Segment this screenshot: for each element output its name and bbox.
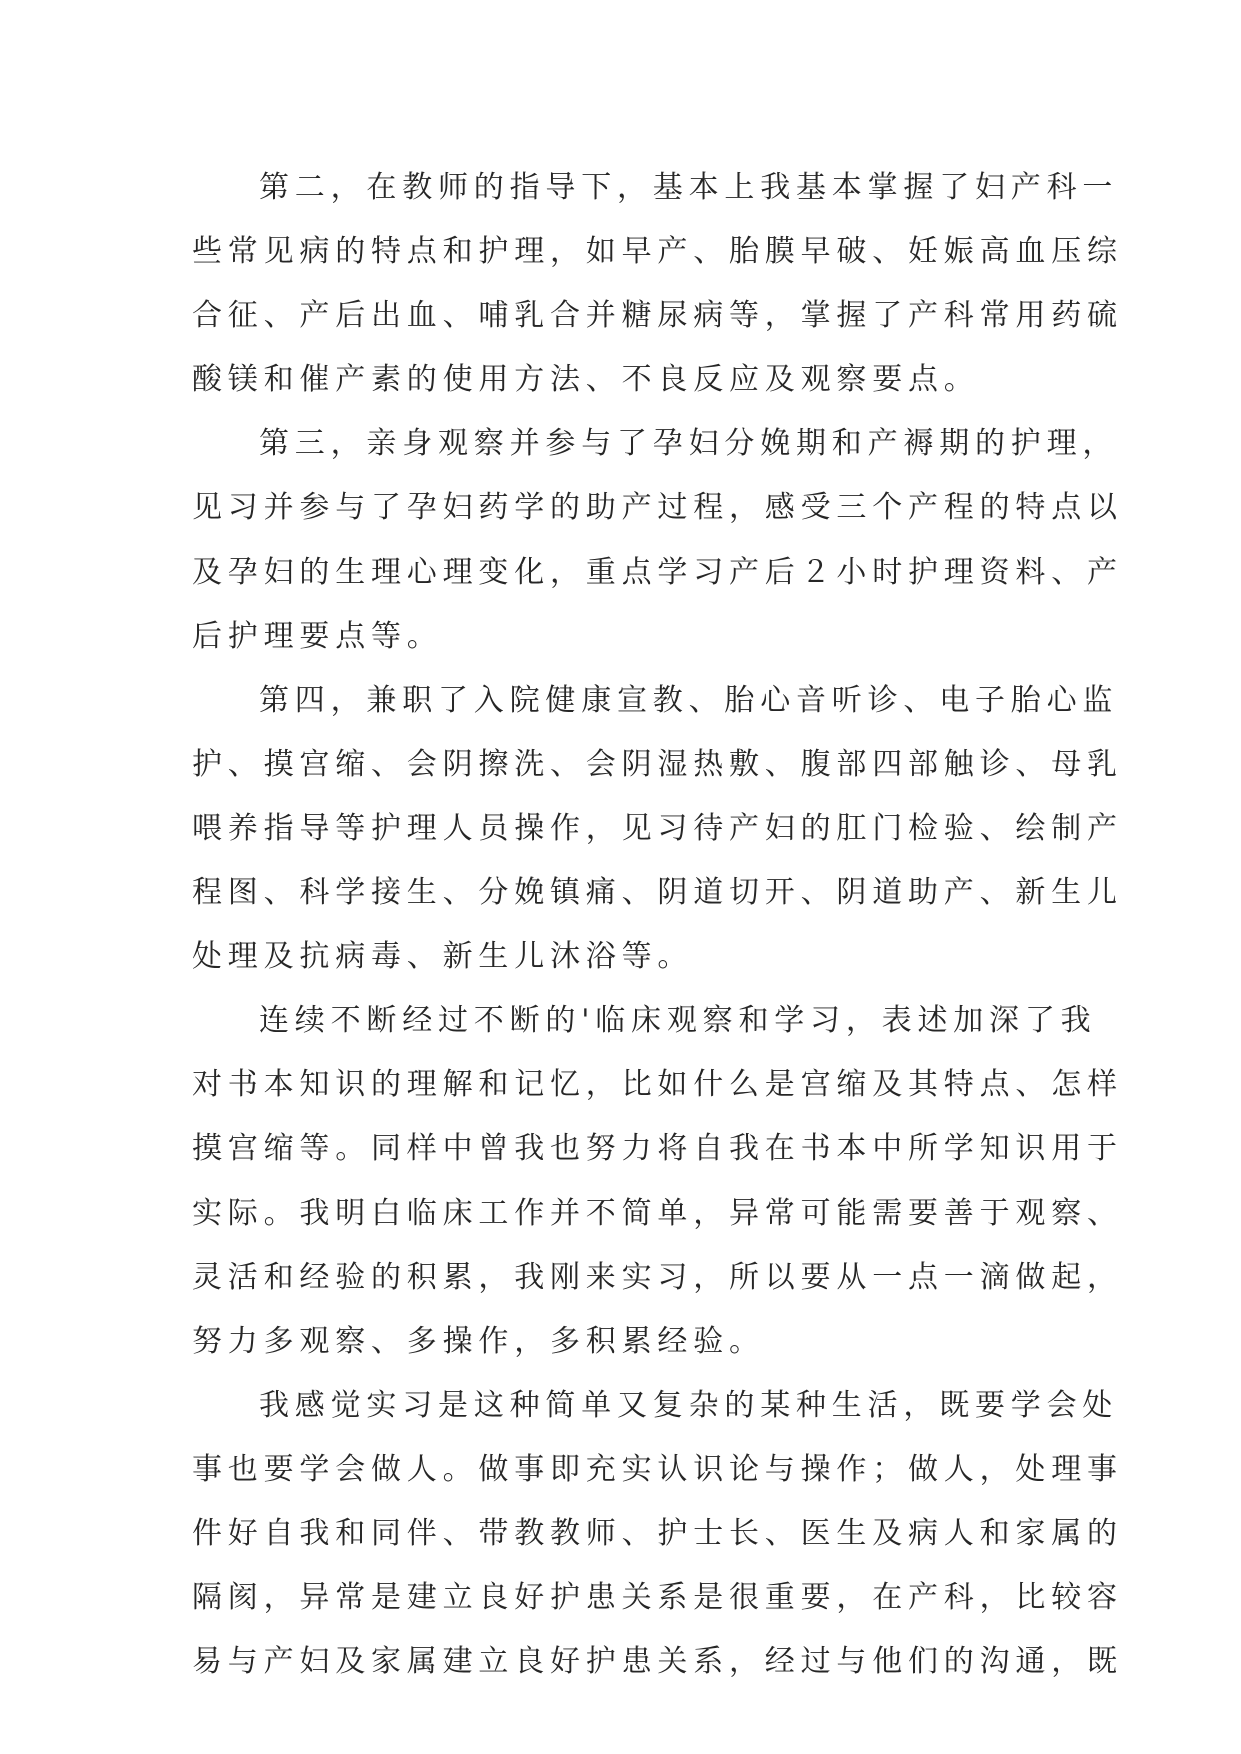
text-line: 摸宫缩等。同样中曾我也努力将自我在书本中所学知识用于 — [192, 1131, 1123, 1167]
paragraph-internship-reflection — [192, 1374, 1123, 1694]
text-line: 第二，在教师的指导下，基本上我基本掌握了妇产科一 — [259, 170, 1119, 205]
text-line: 合征、产后出血、哺乳合并糖尿病等，掌握了产科常用药硫 — [192, 298, 1123, 334]
text-line: 护、摸宫缩、会阴擦洗、会阴湿热敷、腹部四部触诊、母乳 — [192, 746, 1123, 782]
text-line: 些常见病的特点和护理，如早产、胎膜早破、妊娠高血压综 — [192, 234, 1123, 270]
text-line: 事也要学会做人。做事即充实认识论与操作；做人，处理事 — [192, 1451, 1123, 1487]
paragraph-clinical-learning — [192, 989, 1123, 1374]
paragraph-2nd-point — [192, 156, 1123, 412]
text-line: 第三，亲身观察并参与了孕妇分娩期和产褥期的护理， — [259, 426, 1119, 462]
text-line: 连续不断经过不断的'临床观察和学习，表述加深了我 — [259, 1003, 1097, 1039]
text-line: 处理及抗病毒、新生儿沐浴等。 — [192, 939, 694, 975]
text-line: 灵活和经验的积累，我刚来实习，所以要从一点一滴做起， — [192, 1259, 1123, 1295]
text-line: 酸镁和催产素的使用方法、不良反应及观察要点。 — [192, 362, 980, 398]
paragraph-4th-point — [192, 669, 1123, 989]
text-line: 后护理要点等。 — [192, 618, 443, 654]
text-line: 及孕妇的生理心理变化，重点学习产后２小时护理资料、产 — [192, 554, 1123, 590]
text-line: 我感觉实习是这种简单又复杂的某种生活，既要学会处 — [259, 1387, 1119, 1423]
text-line: 见习并参与了孕妇药学的助产过程，感受三个产程的特点以 — [192, 490, 1123, 526]
text-line: 程图、科学接生、分娩镇痛、阴道切开、阴道助产、新生儿 — [192, 875, 1123, 911]
text-line: 对书本知识的理解和记忆，比如什么是宫缩及其特点、怎样 — [192, 1067, 1123, 1103]
text-line: 实际。我明白临床工作并不简单，异常可能需要善于观察、 — [192, 1195, 1123, 1231]
paragraph-3rd-point — [192, 412, 1123, 668]
text-line: 喂养指导等护理人员操作，见习待产妇的肛门检验、绘制产 — [192, 810, 1123, 846]
text-line: 第四，兼职了入院健康宣教、胎心音听诊、电子胎心监 — [259, 682, 1119, 718]
document-body — [192, 156, 1123, 1694]
text-line: 努力多观察、多操作，多积累经验。 — [192, 1323, 765, 1359]
text-line: 隔阂，异常是建立良好护患关系是很重要，在产科，比较容 — [192, 1580, 1123, 1616]
text-line: 易与产妇及家属建立良好护患关系，经过与他们的沟通，既 — [192, 1644, 1123, 1680]
text-line: 件好自我和同伴、带教教师、护士长、医生及病人和家属的 — [192, 1515, 1123, 1551]
